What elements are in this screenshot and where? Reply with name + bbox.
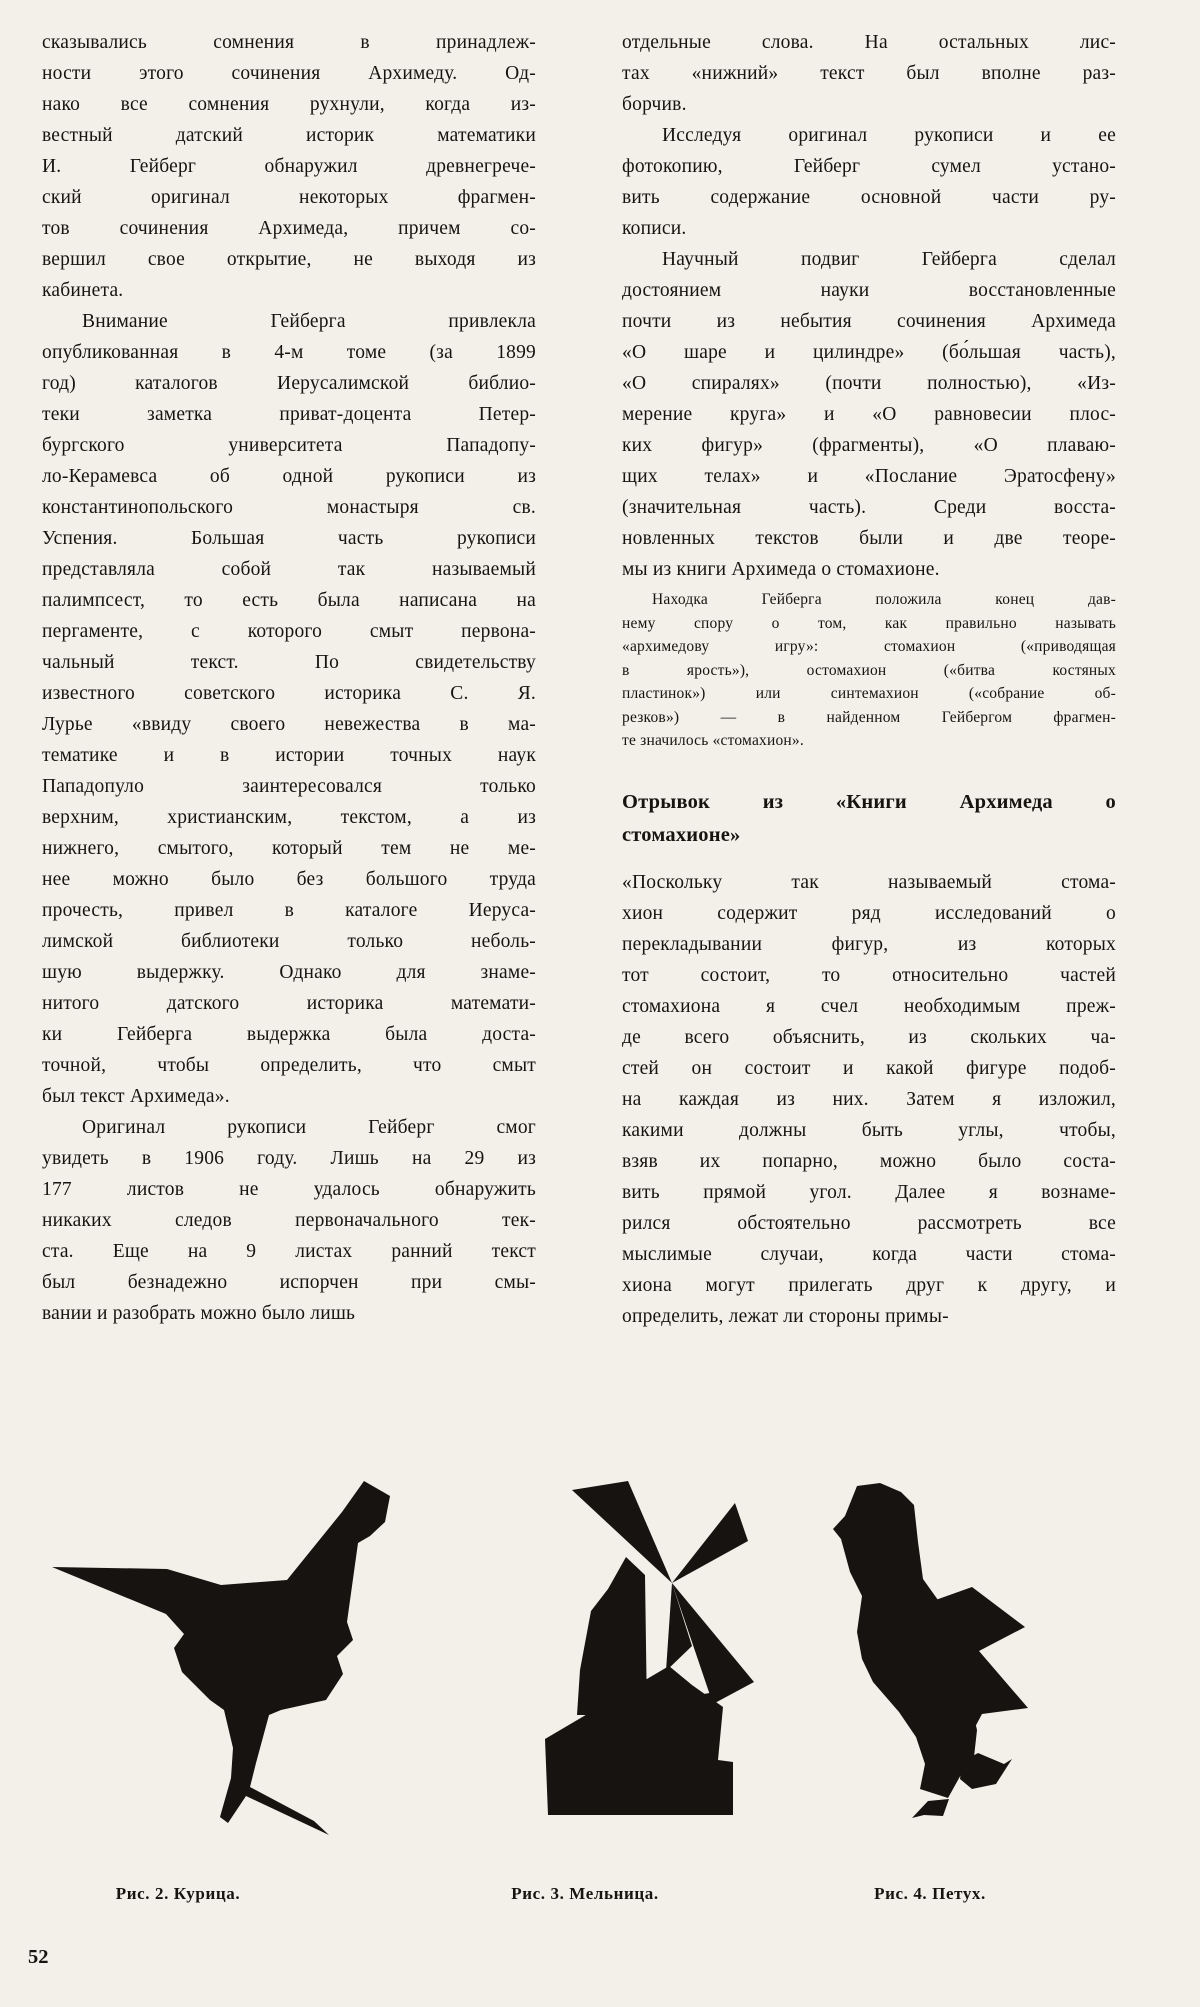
text-line: Научный подвиг Гейберга сделал xyxy=(662,249,1116,270)
text-line: мерение круга» и «О равновесии плос- xyxy=(622,404,1116,425)
text-line: палимпсест, то есть была написана на xyxy=(42,590,536,611)
text-line: чальный текст. По свидетельству xyxy=(42,652,536,673)
text-line: вании и разобрать можно было лишь xyxy=(42,1303,356,1324)
text-line: (значительная часть). Среди восста- xyxy=(622,497,1116,518)
text-line: сказывались сомнения в принадлеж- xyxy=(42,32,536,53)
text-line: на каждая из них. Затем я изложил, xyxy=(622,1088,1116,1110)
text-line: тах «нижний» текст был вполне раз- xyxy=(622,63,1116,84)
text-line: резков») — в найденном Гейбергом фрагмен- xyxy=(622,708,1116,726)
text-line: нитого датского историка математи- xyxy=(42,993,536,1014)
page-number: 52 xyxy=(28,1946,49,1968)
paragraph xyxy=(622,27,1116,120)
text-line: 177 листов не удалось обнаружить xyxy=(42,1179,536,1200)
text-line: ки Гейберга выдержка была доста- xyxy=(42,1024,536,1045)
text-line: «О шаре и цилиндре» (бо́льшая часть), xyxy=(622,342,1116,363)
text-line: Исследуя оригинал рукописи и ее xyxy=(662,125,1116,146)
text-line: верхним, христианским, текстом, а из xyxy=(42,807,536,828)
text-line: Оригинал рукописи Гейберг смог xyxy=(82,1117,536,1138)
figure-rooster-silhouette xyxy=(825,1470,1040,1830)
text-line: вестный датский историк математики xyxy=(42,125,536,146)
windmill-base xyxy=(545,1666,733,1815)
text-line: никаких следов первоначального тек- xyxy=(42,1210,536,1231)
text-line: Пападопуло заинтересовался только xyxy=(42,776,536,797)
text-line: известного советского историка С. Я. xyxy=(42,683,536,704)
paragraph xyxy=(622,120,1116,244)
text-line: ности этого сочинения Архимеду. Од- xyxy=(42,63,536,84)
text-line: нему спору о том, как правильно называть xyxy=(622,614,1116,632)
text-line: бургского университета Пападопу- xyxy=(42,435,536,456)
text-line: тов сочинения Архимеда, причем со- xyxy=(42,218,536,239)
left-text-column xyxy=(42,27,536,1329)
figure-caption-windmill: Рис. 3. Мельница. xyxy=(511,1884,659,1903)
text-line: нижнего, смытого, который тем не ме- xyxy=(42,838,536,859)
text-line: де всего объяснить, из скольких ча- xyxy=(622,1026,1116,1048)
paragraph xyxy=(622,244,1116,585)
text-line: Отрывок из «Книги Архимеда о xyxy=(622,790,1116,813)
text-line: шую выдержку. Однако для знаме- xyxy=(42,962,536,983)
text-line: ких фигур» (фрагменты), «О плаваю- xyxy=(622,435,1116,456)
text-line: представляла собой так называемый xyxy=(42,559,536,580)
text-line: был текст Архимеда». xyxy=(42,1086,230,1107)
hen-shape xyxy=(52,1481,390,1835)
text-line: взяв их попарно, можно было соста- xyxy=(622,1150,1116,1172)
text-line: вить содержание основной части ру- xyxy=(622,187,1116,208)
text-line: увидеть в 1906 году. Лишь на 29 из xyxy=(42,1148,536,1169)
rooster-left-foot xyxy=(912,1799,949,1818)
text-line: стей он состоит и какой фигуре подоб- xyxy=(622,1057,1116,1079)
text-line: определить, лежат ли стороны примы- xyxy=(622,1305,949,1327)
text-line: хиона могут прилегать друг к другу, и xyxy=(622,1274,1116,1296)
text-line: нако все сомнения рухнули, когда из- xyxy=(42,94,536,115)
text-line: те значилось «стомахион». xyxy=(622,732,804,749)
text-line: «О спиралях» (почти полностью), «Из- xyxy=(622,373,1116,394)
text-line: вершил свое открытие, не выходя из xyxy=(42,249,536,270)
section-heading xyxy=(622,786,1116,852)
text-line: стомахионе» xyxy=(622,823,741,846)
text-line: Лурье «ввиду своего невежества в ма- xyxy=(42,714,536,735)
text-line: ский оригинал некоторых фрагмен- xyxy=(42,187,536,208)
paragraph xyxy=(42,27,536,306)
text-line: борчив. xyxy=(622,94,687,115)
text-line: стомахиона я счел необходимым преж- xyxy=(622,995,1116,1017)
right-text-column xyxy=(622,27,1116,1332)
text-line: И. Гейберг обнаружил древнегрече- xyxy=(42,156,536,177)
text-line: лимской библиотеки только неболь- xyxy=(42,931,536,952)
text-line: почти из небытия сочинения Архимеда xyxy=(622,311,1116,332)
paragraph xyxy=(622,585,1116,753)
figure-hen-silhouette xyxy=(45,1472,395,1852)
text-line: точной, чтобы определить, что смыт xyxy=(42,1055,536,1076)
text-line: достоянием науки восстановленные xyxy=(622,280,1116,301)
text-line: кописи. xyxy=(622,218,687,239)
text-line: мыслимые случаи, когда части стома- xyxy=(622,1243,1116,1265)
text-line: «архимедову игру»: стомахион («приводящая xyxy=(622,638,1116,655)
text-line: опубликованная в 4-м томе (за 1899 xyxy=(42,342,536,363)
text-line: был безнадежно испорчен при смы- xyxy=(42,1272,536,1293)
text-line: Находка Гейберга положила конец дав- xyxy=(652,591,1116,608)
text-line: ста. Еще на 9 листах ранний текст xyxy=(42,1241,536,1262)
text-line: нее можно было без большого труда xyxy=(42,869,536,890)
text-line: тематике и в истории точных наук xyxy=(42,745,536,766)
text-line: новленных текстов были и две теоре- xyxy=(622,528,1116,549)
text-line: прочесть, привел в каталоге Иеруса- xyxy=(42,900,536,921)
text-line: пластинок») или синтемахион («собрание об- xyxy=(622,685,1116,702)
paragraph xyxy=(42,306,536,1112)
text-line: какими должны быть углы, чтобы, xyxy=(622,1119,1116,1141)
text-line: рился обстоятельно рассмотреть все xyxy=(622,1212,1116,1234)
text-line: вить прямой угол. Далее я вознаме- xyxy=(622,1181,1116,1203)
text-line: фотокопию, Гейберг сумел устано- xyxy=(622,156,1116,177)
figure-caption-rooster: Рис. 4. Петух. xyxy=(874,1884,986,1903)
text-line: мы из книги Архимеда о стомахионе. xyxy=(622,559,940,580)
text-line: отдельные слова. На остальных лис- xyxy=(622,32,1116,53)
figure-caption-hen: Рис. 2. Курица. xyxy=(115,1884,241,1903)
text-line: Успения. Большая часть рукописи xyxy=(42,528,536,549)
text-line: в ярость»), остомахион («битва костяных xyxy=(622,661,1116,679)
text-line: пергаменте, с которого смыт первона- xyxy=(42,621,536,642)
figure-windmill-silhouette xyxy=(545,1470,805,1855)
text-line: «Поскольку так называемый стома- xyxy=(622,871,1116,893)
text-line: ло-Керамевса об одной рукописи из xyxy=(42,466,536,487)
text-line: теки заметка приват-доцента Петер- xyxy=(42,404,536,425)
text-line: Внимание Гейберга привлекла xyxy=(82,311,536,332)
text-line: хион содержит ряд исследований о xyxy=(622,902,1116,924)
paragraph xyxy=(622,867,1116,1332)
text-line: константинопольского монастыря св. xyxy=(42,497,536,518)
windmill-blade xyxy=(672,1503,748,1583)
text-line: кабинета. xyxy=(42,280,124,301)
text-line: тот состоит, то относительно частей xyxy=(622,964,1116,986)
text-line: год) каталогов Иерусалимской библио- xyxy=(42,373,536,394)
paragraph xyxy=(42,1112,536,1329)
text-line: перекладывании фигур, из которых xyxy=(622,933,1116,955)
text-line: щих телах» и «Послание Эратосфену» xyxy=(622,466,1116,487)
